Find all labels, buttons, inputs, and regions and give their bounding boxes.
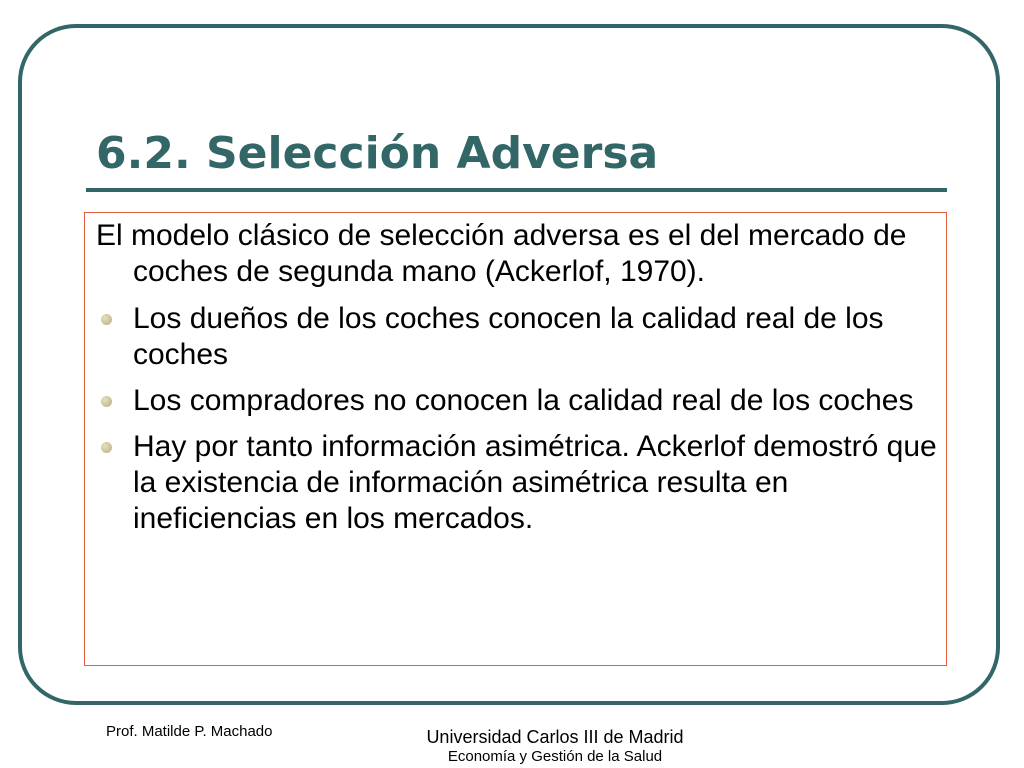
bullet-text: Los compradores no conocen la calidad real de los coches	[133, 384, 914, 417]
intro-paragraph: El modelo clásico de selección adversa es el del mercado de coches de segunda mano (Ackerlof, 1970).	[96, 219, 907, 288]
bullet-list	[96, 301, 942, 537]
bullet-item	[96, 383, 942, 419]
bullet-dot-icon	[101, 314, 112, 325]
slide-title: 6.2. Selección Adversa	[96, 128, 659, 179]
bullet-text: Hay por tanto información asimétrica. Ackerlof demostró que la existencia de información asimétrica resulta en ineficiencias en los mercados.	[133, 430, 937, 535]
footer-university: Universidad Carlos III de Madrid	[426, 727, 684, 747]
bullet-dot-icon	[101, 442, 112, 453]
footer-department: Economía y Gestión de la Salud	[447, 748, 663, 765]
footer-author: Prof. Matilde P. Machado	[106, 723, 273, 740]
slide-content	[96, 218, 942, 547]
bullet-item	[96, 301, 942, 373]
title-underline	[86, 188, 947, 192]
bullet-item	[96, 429, 942, 537]
bullet-text: Los dueños de los coches conocen la calidad real de los coches	[133, 302, 884, 371]
bullet-dot-icon	[101, 396, 112, 407]
